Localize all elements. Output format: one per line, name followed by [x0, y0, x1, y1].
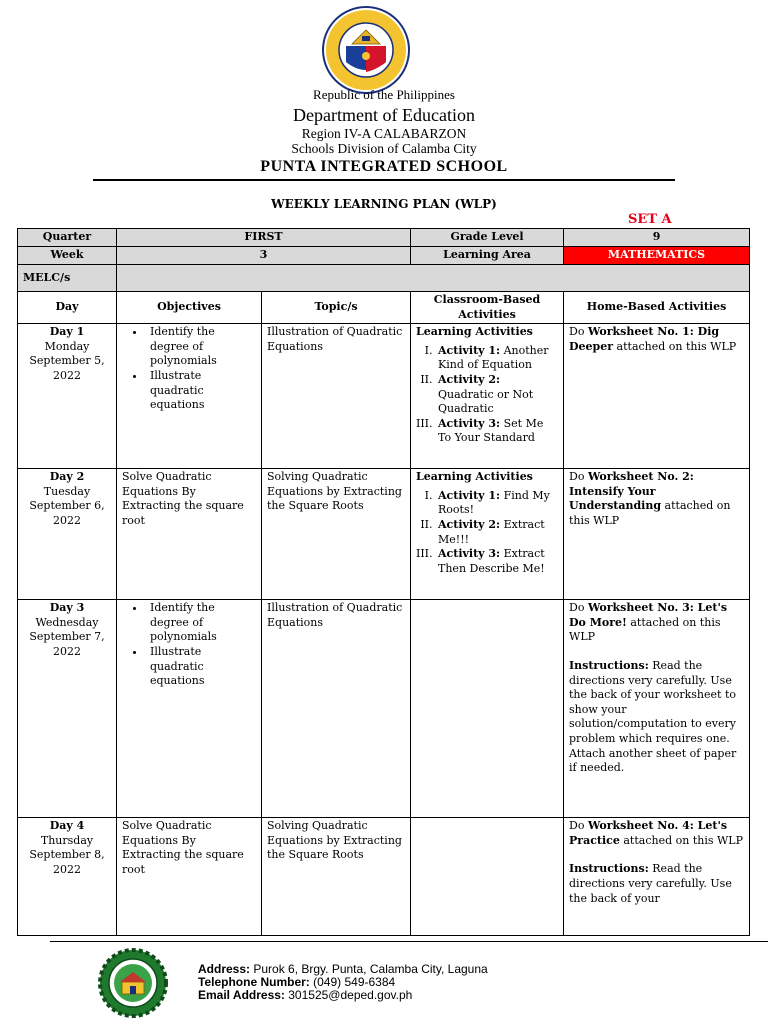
week-value: 3: [117, 247, 411, 265]
objectives-cell: Solve Quadratic Equations By Extracting the square root: [117, 818, 262, 936]
date: September 8, 2022: [29, 848, 105, 876]
region-heading: Region IV-A CALABARZON: [301, 126, 467, 141]
deped-seal-logo: [322, 6, 410, 94]
division-heading: Schools Division of Calamba City: [291, 141, 477, 156]
school-name: PUNTA INTEGRATED SCHOOL: [260, 158, 508, 175]
footer-divider: [50, 941, 768, 942]
table-row: [18, 818, 750, 936]
topic-cell: Solving Quadratic Equations by Extracting the Square Roots: [262, 469, 411, 600]
school-logo: [98, 948, 168, 1018]
republic-heading: Republic of the Philippines: [313, 87, 455, 102]
day-label: Day 3: [49, 601, 85, 615]
classroom-cell: [411, 469, 564, 600]
column-header-row: [18, 292, 750, 324]
grade-value: 9: [564, 229, 750, 247]
info-row-melc: [18, 265, 750, 292]
melc-value: [117, 265, 750, 292]
table-row: [18, 469, 750, 600]
weekday: Wednesday: [35, 615, 99, 629]
col-header-classroom: Classroom-Based Activities: [411, 292, 564, 324]
home-cell: Do Worksheet No. 4: Let's Practice attached on this WLP Instructions: Read the directions very carefully. Use the back of your: [564, 818, 750, 936]
classroom-cell: [411, 818, 564, 936]
day-cell: [18, 818, 117, 936]
table-row: [18, 324, 750, 469]
plan-title: WEEKLY LEARNING PLAN (WLP): [271, 197, 497, 211]
classroom-title: Learning Activities: [416, 470, 533, 484]
objectives-cell: [117, 324, 262, 469]
date: September 7, 2022: [29, 630, 105, 658]
quarter-label: Quarter: [18, 229, 117, 247]
info-row-week: [18, 247, 750, 265]
objectives-cell: [117, 600, 262, 818]
grade-label: Grade Level: [411, 229, 564, 247]
instructions: Instructions: Read the directions very carefully. Use the back of your worksheet to show your solution/computation to every problem which requires one. Attach another sheet of paper if needed.: [569, 658, 737, 775]
weekday: Tuesday: [43, 484, 91, 498]
footer-phone: Telephone Number: (049) 549-6384: [198, 975, 396, 989]
objective-item: • Illustrate quadratic equations: [146, 645, 256, 689]
footer-address: Address: Purok 6, Brgy. Punta, Calamba City, Laguna: [198, 962, 488, 976]
quarter-value: FIRST: [117, 229, 411, 247]
objective-item: • Illustrate quadratic equations: [146, 369, 256, 413]
date: September 6, 2022: [29, 499, 105, 527]
info-row-quarter: [18, 229, 750, 247]
home-cell: Do Worksheet No. 2: Intensify Your Understanding attached on this WLP: [564, 469, 750, 600]
melc-label: MELC/s: [18, 265, 117, 292]
activity-item: I. Activity 1: Find My Roots!: [436, 489, 558, 518]
objectives-cell: Solve Quadratic Equations By Extracting the square root: [117, 469, 262, 600]
weekly-learning-plan-table: [17, 228, 750, 936]
department-heading: Department of Education: [293, 105, 475, 125]
classroom-cell: [411, 324, 564, 469]
weekday: Thursday: [40, 833, 94, 847]
classroom-cell: [411, 600, 564, 818]
instructions: Instructions: Read the directions very carefully. Use the back of your: [569, 862, 732, 905]
day-label: Day 1: [49, 325, 85, 339]
activity-item: III. Activity 3: Extract Then Describe Me!: [436, 547, 558, 576]
objective-item: • Identify the degree of polynomials: [146, 325, 256, 369]
set-label: SET A: [628, 212, 672, 227]
date: September 5, 2022: [29, 354, 105, 382]
activity-item: II. Activity 2: Extract Me!!!: [436, 518, 558, 547]
topic-cell: Illustration of Quadratic Equations: [262, 324, 411, 469]
day-cell: [18, 600, 117, 818]
weekday: Monday: [44, 339, 90, 353]
classroom-title: Learning Activities: [416, 325, 533, 339]
activity-item: III. Activity 3: Set Me To Your Standard: [436, 417, 558, 446]
day-label: Day 4: [49, 819, 85, 833]
area-label: Learning Area: [411, 247, 564, 265]
area-value: MATHEMATICS: [564, 247, 750, 265]
home-cell: Do Worksheet No. 3: Let's Do More! attached on this WLP Instructions: Read the directions very carefully. Use the back of your worksheet to show your solution/computation to every problem which requires one. Attach another sheet of paper if needed.: [564, 600, 750, 818]
home-cell: Do Worksheet No. 1: Dig Deeper attached on this WLP: [564, 324, 750, 469]
day-label: Day 2: [49, 470, 85, 484]
activity-item: II. Activity 2: Quadratic or Not Quadratic: [436, 373, 558, 417]
topic-cell: Illustration of Quadratic Equations: [262, 600, 411, 818]
footer-email: Email Address: 301525@deped.gov.ph: [198, 988, 413, 1002]
table-row: [18, 600, 750, 818]
header-divider: [93, 179, 675, 181]
week-label: Week: [18, 247, 117, 265]
activity-item: I. Activity 1: Another Kind of Equation: [436, 344, 558, 373]
col-header-day: Day: [18, 292, 117, 324]
day-cell: [18, 324, 117, 469]
col-header-home: Home-Based Activities: [564, 292, 750, 324]
col-header-topics: Topic/s: [262, 292, 411, 324]
objective-item: • Identify the degree of polynomials: [146, 601, 256, 645]
topic-cell: Solving Quadratic Equations by Extracting the Square Roots: [262, 818, 411, 936]
day-cell: [18, 469, 117, 600]
col-header-objectives: Objectives: [117, 292, 262, 324]
